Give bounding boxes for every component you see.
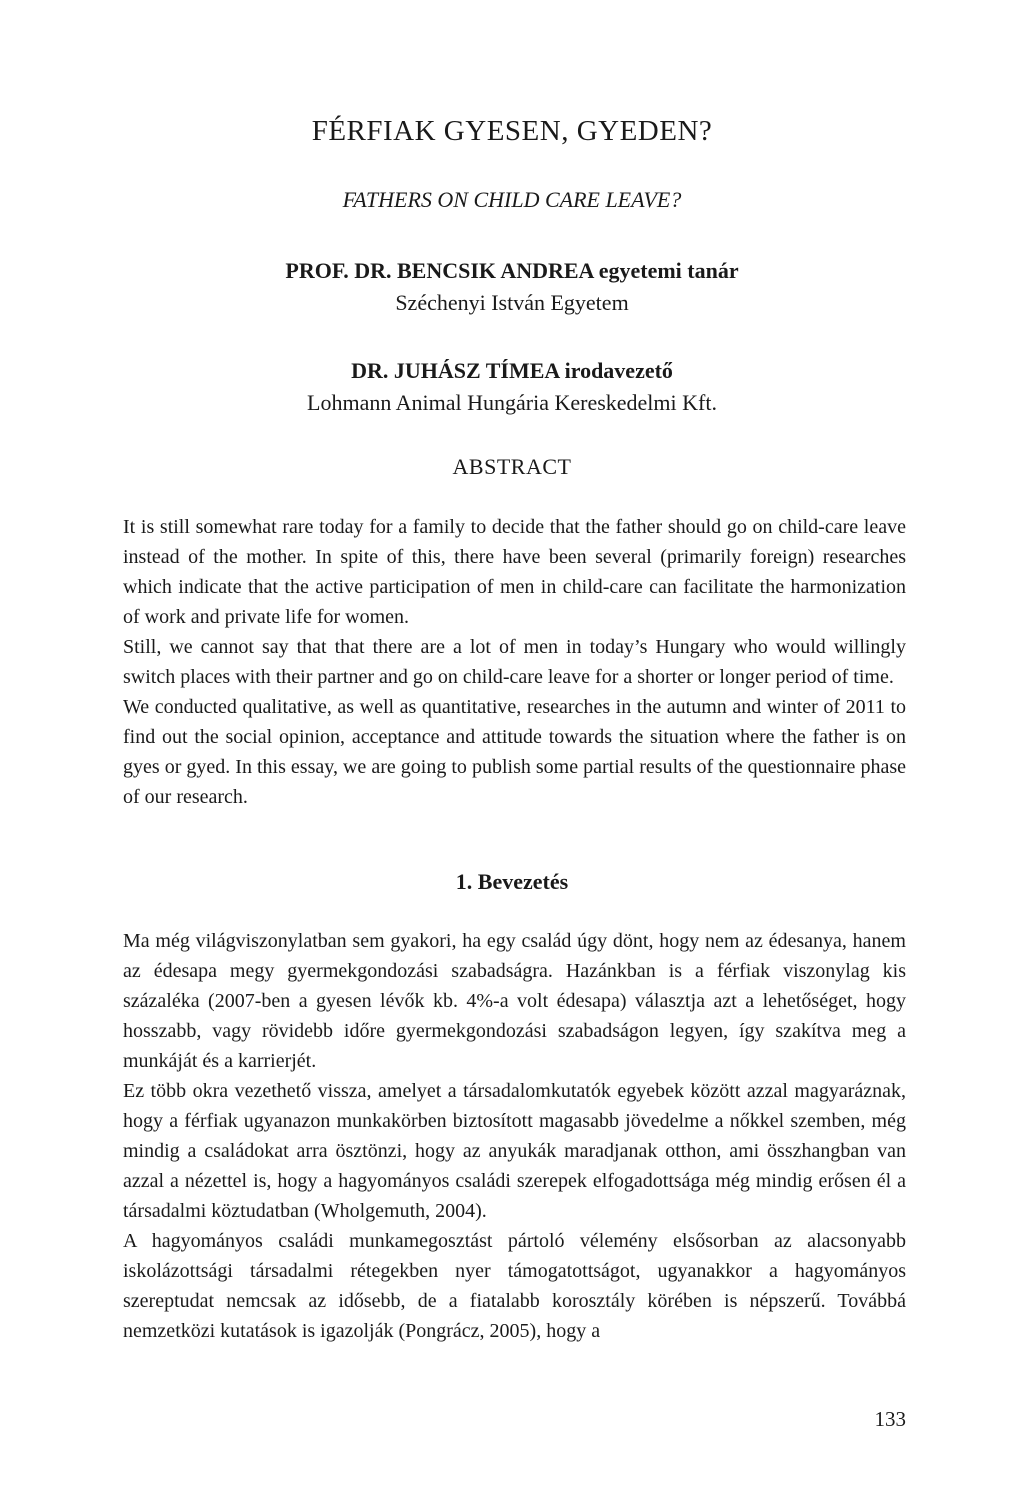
author-affiliation: Lohmann Animal Hungária Kereskedelmi Kft. — [307, 390, 717, 415]
author-name: PROF. DR. BENCSIK ANDREA egyetemi tanár — [285, 258, 739, 283]
body-paragraph: Ez több okra vezethető vissza, amelyet a társadalomkutatók egyebek között azzal magyaráznak, hogy a férfiak ugyanazon munkakörben biztosított magasabb jövedelme a nőkkel szemben, még mindig a családokat arra ösztönzi, hogy az anyukák maradjanak otthon, ami összhangban van azzal a nézettel is, hogy a hagyományos családi szerepek elfogadottsága még mindig erősen él a társadalmi köztudatban (Wholgemuth, 2004). — [123, 1080, 906, 1222]
author-affiliation: Széchenyi István Egyetem — [395, 290, 629, 315]
author-block-1 — [0, 255, 1024, 319]
page-number: 133 — [874, 1407, 906, 1431]
paper-subtitle: FATHERS ON CHILD CARE LEAVE? — [342, 187, 682, 212]
section-heading-introduction: 1. Bevezetés — [455, 869, 569, 894]
body-paragraph: A hagyományos családi munkamegosztást pártoló vélemény elsősorban az alacsonyabb iskolázottsági társadalmi rétegekben nyer támogatottságot, ugyanakkor a hagyományos szereptudat nemcsak az idősebb, de a fiatalabb korosztály körében is népszerű. Továbbá nemzetközi kutatások is igazolják (Pongrácz, 2005), hogy a — [123, 1230, 906, 1342]
paper-title: FÉRFIAK GYESEN, GYEDEN? — [311, 115, 713, 147]
introduction-body — [123, 926, 906, 1346]
abstract-body — [123, 512, 906, 812]
body-paragraph: Ma még világviszonylatban sem gyakori, ha egy család úgy dönt, hogy nem az édesanya, hanem az édesapa megy gyermekgondozási szabadságra. Hazánkban is a férfiak viszonylag kis százaléka (2007-ben a gyesen lévők kb. 4%-a volt édesapa) választja azt a lehetőséget, hogy hosszabb, vagy rövidebb időre gyermekgondozási szabadságon legyen, így szakítva meg a munkáját és a karrierjét. — [123, 930, 906, 1072]
abstract-paragraph: We conducted qualitative, as well as quantitative, researches in the autumn and winter of 2011 to find out the social opinion, acceptance and attitude towards the situation where the father is on gyes or gyed. In this essay, we are going to publish some partial results of the questionnaire phase of our research. — [123, 696, 906, 808]
abstract-heading: ABSTRACT — [452, 454, 572, 479]
author-name: DR. JUHÁSZ TÍMEA irodavezető — [351, 358, 673, 383]
author-block-2 — [0, 355, 1024, 419]
abstract-paragraph: Still, we cannot say that that there are a lot of men in today’s Hungary who would willingly switch places with their partner and go on child-care leave for a shorter or longer period of time. — [123, 636, 906, 688]
abstract-paragraph: It is still somewhat rare today for a family to decide that the father should go on child-care leave instead of the mother. In spite of this, there have been several (primarily foreign) researches which indicate that the active participation of men in child-care can facilitate the harmonization of work and private life for women. — [123, 516, 906, 628]
